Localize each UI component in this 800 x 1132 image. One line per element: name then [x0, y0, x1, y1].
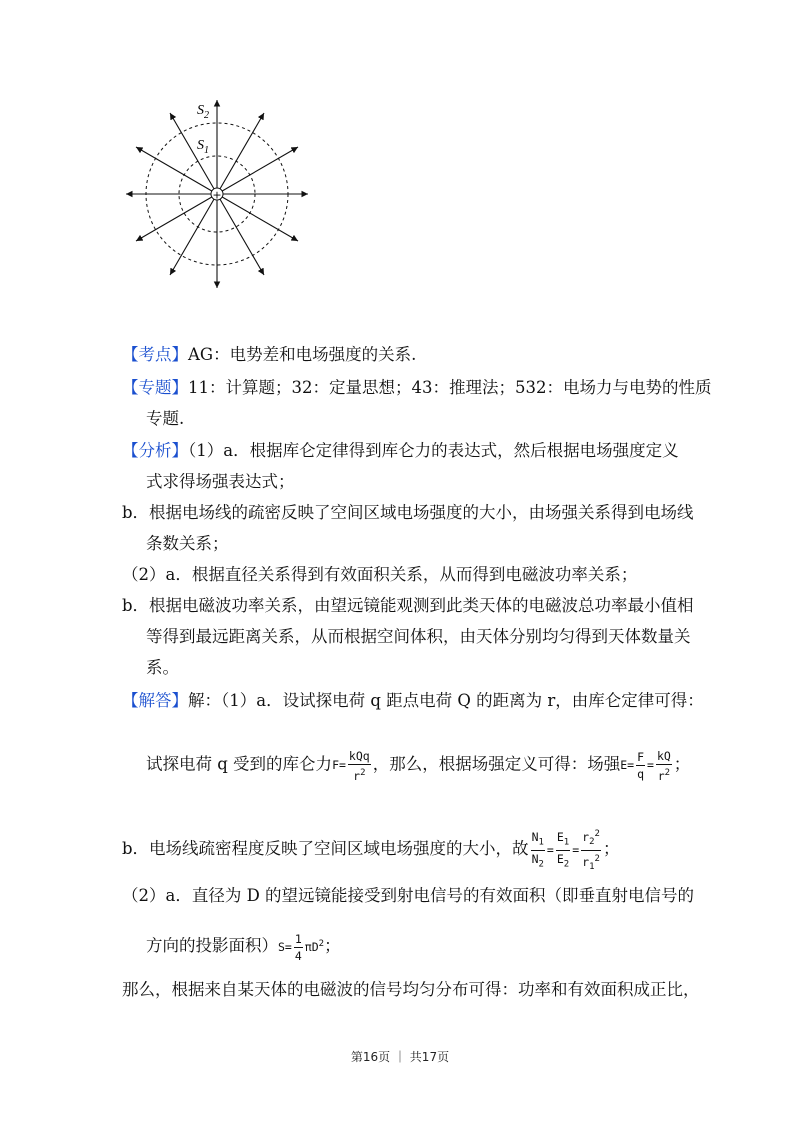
fenxi-line-7: 等得到最远距离关系，从而根据空间体积，由天体分别均匀得到天体数量关 [146, 627, 691, 646]
fenxi-line-5: （2）a．根据直径关系得到有效面积关系，从而得到电磁波功率关系； [122, 565, 638, 584]
fenxi-tag: 【分析】 [122, 441, 188, 460]
density-text: b．电场线疏密程度反映了空间区域电场强度的大小，故 [122, 839, 529, 859]
fenxi-line-3: b．根据电场线的疏密反映了空间区域电场强度的大小，由场强关系得到电场线 [122, 503, 694, 522]
jieda-line-1 [122, 690, 704, 712]
label-s2: $S_2$ [197, 103, 209, 121]
page-footer: 第16页 ｜ 共17页 [350, 1050, 450, 1064]
field-strength-formula: E= $\frac{F}{q}$ = $\frac{kQ}{r^2}$ [620, 749, 671, 783]
fenxi-line-1 [122, 440, 679, 462]
line-count-ratio-formula: $\frac{N_1}{N_2}$ = $\frac{E_1}{E_2}$ = $\frac{r_2^2}{r_1^2}$ [529, 843, 603, 857]
charge-sign: + [212, 188, 222, 202]
zhuanti-tag: 【专题】 [122, 378, 188, 397]
zhuanti-line-2: 专题. [146, 409, 185, 428]
fenxi-line-6: b．根据电磁波功率关系，由望远镜能观测到此类天体的电磁波总功率最小值相 [122, 596, 694, 615]
fenxi-line-8: 系。 [146, 658, 179, 677]
field-def-text: ，那么，根据场强定义可得：场强 [372, 754, 621, 774]
area-text: 方向的投影面积） [146, 936, 278, 955]
zhuanti-line [122, 377, 711, 399]
jieda-line-5: 方向的投影面积）S= $\frac{1}{4}$ $\pi D^2$； [146, 932, 341, 963]
jieda-tag: 【解答】 [122, 691, 188, 710]
kaodian-text: AG：电势差和电场强度的关系. [188, 345, 417, 364]
kaodian-line [122, 344, 416, 366]
kaodian-tag: 【考点】 [122, 345, 188, 364]
label-s1: $S_1$ [197, 138, 209, 156]
jieda-line-3: b．电场线疏密程度反映了空间区域电场强度的大小，故 $\frac{N_1}{N_2}$ = $\frac{E_1}{E_2}$ = $\frac{r_2^2}{r_1^2}$ ； [122, 826, 619, 875]
force-text: 试探电荷 q 受到的库仑力 [146, 754, 333, 774]
fenxi-line-2: 式求得场强表达式； [146, 472, 295, 491]
jieda-line-4: （2）a．直径为 D 的望远镜能接受到射电信号的有效面积（即垂直射电信号的 [122, 886, 695, 905]
jieda-text-1: 解：（1）a．设试探电荷 q 距点电荷 Q 的距离为 r，由库仑定律可得： [188, 691, 704, 710]
zhuanti-text: 11：计算题；32：定量思想；43：推理法；532：电场力与电势的性质 [188, 378, 712, 397]
electric-field-diagram [120, 96, 320, 296]
jieda-line-6: 那么，根据来自某天体的电磁波的信号均匀分布可得：功率和有效面积成正比， [122, 980, 700, 999]
coulomb-force-formula: F= $\frac{\text{kQq}}{r^2}$ [332, 749, 370, 783]
fenxi-line-4: 条数关系； [146, 534, 229, 553]
effective-area-formula: S= $\frac{1}{4}$ $\pi D^2$ [278, 932, 325, 963]
fenxi-text-1: （1）a．根据库仑定律得到库仑力的表达式，然后根据电场强度定义 [188, 441, 679, 460]
jieda-line-2: 试探电荷 q 受到的库仑力F= $\frac{\text{kQq}}{r^2}$ ，那么，根据场强定义可得：场强E= $\frac{F}{q}$ = $\frac{kQ}{r^2}$ ； [146, 749, 691, 783]
